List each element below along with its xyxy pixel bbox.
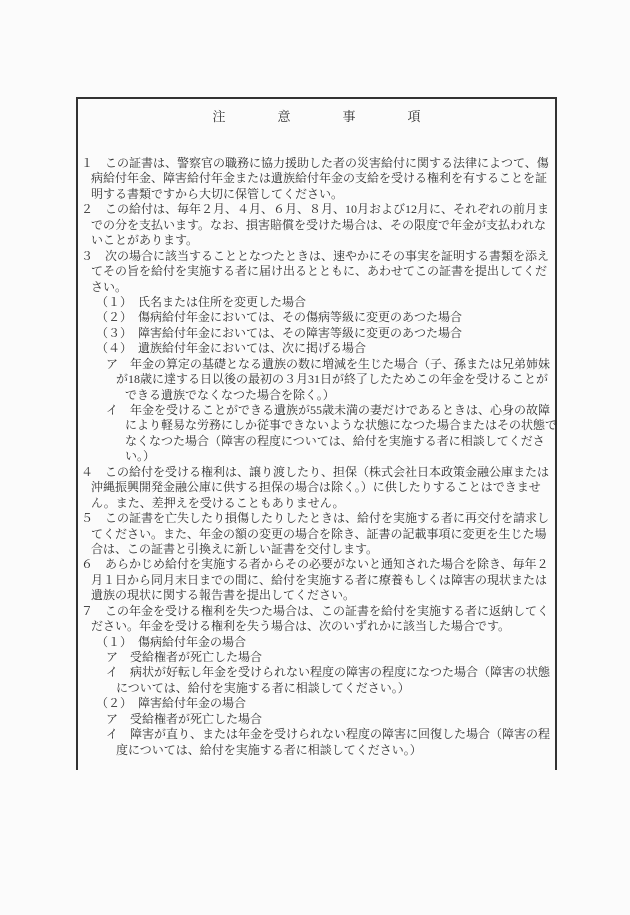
- notice-line: なくなつた場合（障害の程度については、給付を実施する者に相談してくださ: [125, 433, 545, 448]
- notice-line: （２） 傷病給付年金においては、その傷病等級に変更のあつた場合: [96, 310, 463, 325]
- notice-line: できる遺族でなくなつた場合を除く。）: [125, 387, 335, 402]
- notice-line: については、給付を実施する者に相談してください。）: [116, 680, 410, 695]
- notice-line: により軽易な労務にしか従事できないような状態になつた場合またはその状態で: [125, 418, 558, 433]
- notice-line: 合は、この証書と引換えに新しい証書を交付します。: [91, 541, 379, 556]
- notice-line: 度については、給付を実施する者に相談してください。）: [116, 742, 422, 757]
- notice-line: が18歳に達する日以後の最初の３月31日が終了したためこの年金を受けることが: [116, 372, 549, 387]
- notice-line: い。）: [125, 449, 156, 464]
- notice-line: ５ この証書を亡失したり損傷したりしたときは、給付を実施する者に再交付を請求し: [81, 511, 550, 526]
- notice-line: （２） 障害給付年金の場合: [96, 696, 247, 711]
- notice-line: さい。: [91, 279, 128, 294]
- notice-line: てその旨を給付を実施する者に届け出るとともに、あわせてこの証書を提出してくだ: [91, 264, 548, 279]
- notice-line: ん。また、差押えを受けることもありません。: [91, 495, 345, 510]
- notice-line: ６ あらかじめ給付を実施する者からその必要がないと通知された場合を除き、毎年２: [81, 557, 549, 572]
- notice-line: ア 受給権者が死亡した場合: [106, 650, 263, 664]
- notice-line: ２ この給付は、毎年２月、４月、６月、８月、10月および12月に、それぞれの前月ま: [81, 202, 550, 217]
- notice-line: ３ 次の場合に該当することとなつたときは、速やかにその事実を証明する書類を添え: [81, 248, 550, 263]
- notice-line: ださい。年金を受ける権利を失う場合は、次のいずれかに該当した場合です。: [91, 619, 511, 634]
- notice-line: 沖縄振興開発金融公庫に供する担保の場合は除く。）に供したりすることはできませ: [91, 480, 541, 495]
- notice-line: 病給付年金、障害給付年金または遺族給付年金の支給を受ける権利を有することを証: [91, 171, 548, 186]
- notice-line: （１） 傷病給付年金の場合: [96, 634, 247, 649]
- notice-line: （４） 遺族給付年金においては、次に掲げる場合: [96, 341, 367, 356]
- notice-line: １ この証書は、警察官の職務に協力援助した者の災害給付に関する法律によつて、傷: [81, 156, 549, 170]
- notice-line: 遺族の現状に関する報告書を提出してください。: [91, 588, 356, 603]
- notice-line: での分を支払います。なお、損害賠償を受けた場合は、その限度で年金が支払われな: [91, 217, 547, 232]
- notice-title: 注 意 事 項: [212, 109, 421, 124]
- notice-line: イ 障害が直り、または年金を受けられない程度の障害に回復した場合（障害の程: [106, 727, 551, 742]
- notice-line: （１） 氏名または住所を変更した場合: [96, 294, 307, 309]
- notice-line: イ 病状が好転し年金を受けられない程度の障害の程度になつた場合（障害の状態: [106, 665, 551, 680]
- notice-line: ア 年金の算定の基礎となる遺族の数に増減を生じた場合（子、孫または兄弟姉妹: [106, 356, 551, 371]
- notice-line: （３） 障害給付年金においては、その障害等級に変更のあつた場合: [96, 325, 463, 340]
- notice-line: てください。また、年金の額の変更の場合を除き、証書の記載事項に変更を生じた場: [91, 526, 547, 541]
- notice-line: 月１日から同月末日までの間に、給付を実施する者に療養もしくは障害の現状または: [91, 572, 548, 587]
- notice-box: [76, 97, 557, 770]
- notice-line: ７ この年金を受ける権利を失つた場合は、この証書を給付を実施する者に返納してく: [81, 603, 550, 618]
- notice-line: 明する書類ですから大切に保管してください。: [91, 186, 344, 201]
- notice-body: [81, 156, 558, 758]
- notice-line: イ 年金を受けることができる遺族が55歳未満の妻だけであるときは、心身の故障: [106, 403, 551, 417]
- notice-line: ４ この給付を受ける権利は、譲り渡したり、担保（株式会社日本政策金融公庫または: [81, 464, 550, 479]
- notice-line: ア 受給権者が死亡した場合: [106, 711, 263, 726]
- notice-line: いことがあります。: [91, 233, 199, 248]
